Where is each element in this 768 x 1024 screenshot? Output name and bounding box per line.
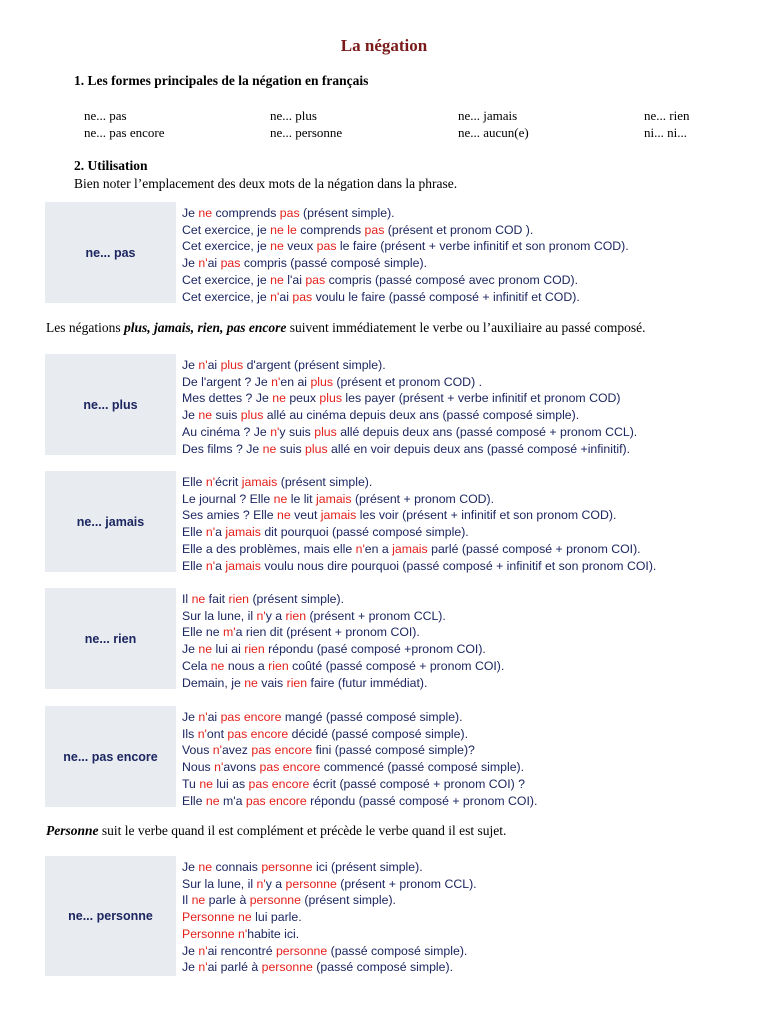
negation-word: ne bbox=[262, 441, 277, 456]
form-item: ne... personne bbox=[270, 125, 343, 140]
negation-word: personne bbox=[261, 860, 313, 874]
negation-word: pas bbox=[279, 206, 300, 220]
sentence-text: connais bbox=[212, 860, 262, 874]
sentence-text: Cet exercice, je bbox=[182, 239, 271, 254]
sentence-text: (présent simple). bbox=[300, 893, 396, 908]
negation-word: personne bbox=[285, 876, 337, 891]
section-2-heading: 2. Utilisation bbox=[74, 158, 148, 173]
sentence-text: (présent simple). bbox=[249, 592, 345, 606]
sentence-text: (présent et pronom COD) . bbox=[333, 374, 482, 389]
sentence-text: fait bbox=[205, 592, 229, 606]
example-sentence bbox=[182, 474, 656, 491]
sentence-text: (présent + pronom COD). bbox=[351, 491, 495, 506]
negation-word: ne bbox=[199, 776, 213, 791]
sentence-text: comprends bbox=[212, 206, 280, 220]
sentence-text: Des films ? Je bbox=[182, 441, 263, 456]
sentence-text: Cela bbox=[182, 658, 211, 673]
block-label: ne... rien bbox=[45, 588, 176, 689]
sentence-text: (passé composé simple). bbox=[327, 943, 468, 958]
sentence-text: Mes dettes ? Je bbox=[182, 391, 273, 406]
note-text: suit le verbe quand il est complément et précède le verbe quand il est sujet. bbox=[98, 823, 507, 838]
sentence-text: a rien dit (présent + pronom COI). bbox=[235, 625, 420, 640]
negation-word: ne bbox=[270, 239, 284, 254]
block-ne-rien bbox=[45, 588, 745, 689]
sentence-text: ai bbox=[207, 358, 221, 372]
negation-word: pas bbox=[364, 222, 385, 237]
sentence-text: Ses amies ? Elle bbox=[182, 508, 278, 523]
negation-word: ne bbox=[272, 391, 286, 406]
note-emphasis: Personne bbox=[46, 823, 99, 838]
sentence-text: Il bbox=[182, 893, 192, 908]
example-sentence bbox=[182, 407, 637, 424]
sentence-text: Elle bbox=[182, 793, 206, 808]
negation-word: ne bbox=[273, 491, 288, 506]
example-sentence bbox=[182, 892, 477, 909]
negation-word: pas bbox=[305, 272, 326, 287]
sentence-text: compris (passé composé avec pronom COD). bbox=[325, 272, 579, 287]
example-sentence bbox=[182, 507, 656, 524]
sentence-text: écrit bbox=[215, 475, 242, 489]
sentence-text: Tu bbox=[182, 776, 200, 791]
block-label: ne... pas bbox=[45, 202, 176, 303]
negation-word: jamais bbox=[316, 491, 352, 506]
negation-word: plus bbox=[220, 358, 244, 372]
negation-word: n' bbox=[205, 558, 216, 573]
sentence-text: Je bbox=[182, 358, 199, 372]
example-sentence bbox=[182, 943, 477, 960]
negation-word: n' bbox=[355, 541, 365, 556]
negation-word: plus bbox=[240, 408, 264, 423]
sentence-text: mangé (passé composé simple). bbox=[281, 710, 463, 724]
sentence-text: ai parlé à bbox=[207, 960, 262, 975]
negation-word: Personne ne bbox=[182, 910, 252, 925]
form-item: ne... pas encore bbox=[84, 125, 165, 140]
example-sentence bbox=[182, 608, 504, 625]
example-sentence bbox=[182, 205, 629, 222]
negation-word: m' bbox=[223, 625, 236, 640]
negation-word: jamais bbox=[225, 558, 261, 573]
example-sentence bbox=[182, 624, 504, 641]
negation-word: n' bbox=[198, 256, 208, 271]
sentence-text: Elle bbox=[182, 558, 206, 573]
sentence-text: Sur la lune, il bbox=[182, 608, 257, 623]
example-sentence bbox=[182, 222, 629, 239]
example-sentence bbox=[182, 709, 537, 726]
sentence-text: lui parle. bbox=[251, 910, 302, 925]
negation-word: rien bbox=[228, 592, 250, 606]
sentence-text: écrit (passé composé + pronom COI) ? bbox=[309, 776, 526, 791]
sentence-text: Cet exercice, je bbox=[182, 222, 271, 237]
sentence-text: parle à bbox=[205, 893, 250, 908]
block-label: ne... plus bbox=[45, 354, 176, 455]
example-sentence bbox=[182, 390, 637, 407]
sentence-text: parlé (passé composé + pronom COI). bbox=[427, 541, 641, 556]
negation-word: ne bbox=[277, 508, 291, 523]
sentence-text: y a bbox=[265, 876, 286, 891]
negation-word: rien bbox=[244, 642, 265, 657]
sentence-text: lui ai bbox=[212, 642, 245, 657]
sentence-text: suis bbox=[276, 441, 306, 456]
section-1-heading: 1. Les formes principales de la négation en français bbox=[74, 73, 369, 88]
sentence-text: peux bbox=[285, 391, 320, 406]
negation-word: pas encore bbox=[227, 726, 289, 741]
note-text: suivent immédiatement le verbe ou l’auxiliaire au passé composé. bbox=[286, 320, 646, 335]
block-ne-personne bbox=[45, 856, 745, 976]
sentence-text: répondu (pasé composé +pronom COI). bbox=[264, 642, 486, 657]
example-sentence bbox=[182, 675, 504, 692]
form-item: ne... plus bbox=[270, 108, 317, 123]
example-sentence bbox=[182, 591, 504, 608]
form-item: ne... jamais bbox=[458, 108, 518, 123]
negation-word: personne bbox=[261, 960, 313, 975]
negation-word: plus bbox=[319, 391, 342, 406]
negation-word: pas bbox=[292, 289, 313, 304]
sentence-text: y a bbox=[265, 608, 286, 623]
negation-word: n' bbox=[270, 289, 280, 304]
example-sentence bbox=[182, 524, 656, 541]
sentence-text: Je bbox=[182, 960, 199, 975]
block-label: ne... personne bbox=[45, 856, 176, 976]
sentence-text: fini (passé composé simple)? bbox=[312, 743, 475, 758]
sentence-text: nous a bbox=[224, 658, 269, 673]
example-sentence bbox=[182, 742, 537, 759]
negation-word: ne le bbox=[270, 222, 297, 237]
note-text: Les négations bbox=[46, 320, 124, 335]
example-sentence bbox=[182, 859, 477, 876]
negation-word: ne bbox=[198, 860, 213, 874]
form-item: ne... pas bbox=[84, 108, 127, 123]
sentence-text: Ils bbox=[182, 726, 198, 741]
sentence-text: (passé composé simple). bbox=[312, 960, 453, 975]
example-sentence bbox=[182, 238, 629, 255]
example-sentence bbox=[182, 374, 637, 391]
sentence-text: Le journal ? Elle bbox=[182, 491, 274, 506]
sentence-text: Elle a des problèmes, mais elle bbox=[182, 541, 356, 556]
sentence-text: Demain, je bbox=[182, 675, 245, 690]
example-sentence bbox=[182, 926, 477, 943]
sentence-text: (présent + pronom CCL). bbox=[306, 608, 446, 623]
negation-word: rien bbox=[285, 608, 307, 623]
example-sentence bbox=[182, 658, 504, 675]
negation-word: n' bbox=[205, 525, 216, 540]
sentence-text: Je bbox=[182, 860, 199, 874]
sentence-text: avez bbox=[221, 743, 252, 758]
sentence-text: ai rencontré bbox=[207, 943, 276, 958]
sentence-text: y suis bbox=[279, 424, 315, 439]
sentence-text: Je bbox=[182, 710, 199, 724]
sentence-text: Cet exercice, je bbox=[182, 289, 271, 304]
sentence-text: les voir (présent + infinitif et son pronom COD). bbox=[356, 508, 617, 523]
example-sentence bbox=[182, 541, 656, 558]
sentence-text: allé en voir depuis deux ans (passé composé +infinitif). bbox=[327, 441, 631, 456]
negation-word: ne bbox=[205, 793, 220, 808]
negation-word: ne bbox=[191, 592, 206, 606]
note-emphasis: plus, jamais, rien, pas encore bbox=[123, 320, 287, 335]
sentence-text: en ai bbox=[280, 374, 311, 389]
sentence-text: ai bbox=[207, 710, 221, 724]
example-lines bbox=[176, 706, 537, 807]
sentence-text: ai bbox=[279, 289, 293, 304]
sentence-text: en a bbox=[364, 541, 393, 556]
negation-word: n' bbox=[197, 726, 207, 741]
negation-word: ne bbox=[198, 642, 213, 657]
sentence-text: décidé (passé composé simple). bbox=[288, 726, 469, 741]
negation-word: personne bbox=[275, 943, 328, 958]
form-item: ni... ni... bbox=[644, 125, 687, 140]
sentence-text: a bbox=[215, 525, 226, 540]
negation-word: n' bbox=[256, 608, 266, 623]
negation-word: ne bbox=[244, 675, 258, 690]
page-title: La négation bbox=[340, 36, 428, 55]
sentence-text: allé depuis deux ans (passé composé + pronom CCL). bbox=[336, 424, 638, 439]
negation-word: ne bbox=[210, 658, 225, 673]
note-plus-jamais bbox=[46, 320, 646, 336]
example-lines bbox=[176, 471, 656, 572]
sentence-text: lui as bbox=[213, 776, 249, 791]
sentence-text: (présent simple). bbox=[299, 206, 395, 220]
sentence-text: suis bbox=[212, 408, 241, 423]
negation-word: n' bbox=[198, 358, 208, 372]
sentence-text: Sur la lune, il bbox=[182, 876, 257, 891]
negation-word: n' bbox=[256, 876, 266, 891]
negation-word: ne bbox=[270, 272, 284, 287]
sentence-text: faire (futur immédiat). bbox=[307, 675, 428, 690]
example-sentence bbox=[182, 759, 537, 776]
sentence-text: Je bbox=[182, 408, 199, 423]
example-sentence bbox=[182, 776, 537, 793]
negation-word: plus bbox=[310, 374, 334, 389]
section-2-intro: Bien noter l’emplacement des deux mots de la négation dans la phrase. bbox=[74, 176, 458, 191]
example-sentence bbox=[182, 491, 656, 508]
example-lines bbox=[176, 856, 477, 976]
sentence-text: coûté (passé composé + pronom COI). bbox=[288, 658, 505, 673]
example-sentence bbox=[182, 959, 477, 976]
note-personne bbox=[46, 823, 506, 839]
negation-word: jamais bbox=[392, 541, 428, 556]
sentence-text: l'ai bbox=[283, 272, 306, 287]
sentence-text: répondu (passé composé + pronom COI). bbox=[306, 793, 538, 808]
block-label: ne... jamais bbox=[45, 471, 176, 572]
example-sentence bbox=[182, 558, 656, 575]
sentence-text: Cet exercice, je bbox=[182, 272, 271, 287]
sentence-text: m'a bbox=[219, 793, 246, 808]
block-ne-pas bbox=[45, 202, 745, 303]
sentence-text: Je bbox=[182, 256, 199, 271]
sentence-text: voulu nous dire pourquoi (passé composé + infinitif et son pronom COI). bbox=[260, 558, 657, 573]
negation-word: n' bbox=[205, 475, 216, 489]
block-label: ne... pas encore bbox=[45, 706, 176, 807]
sentence-text: (présent simple). bbox=[277, 475, 373, 489]
block-ne-plus bbox=[45, 354, 745, 455]
negation-word: pas bbox=[316, 239, 337, 254]
sentence-text: dit pourquoi (passé composé simple). bbox=[260, 525, 469, 540]
sentence-text: comprends bbox=[296, 222, 365, 237]
negation-word: n' bbox=[198, 943, 208, 958]
sentence-text: Elle ne bbox=[182, 625, 224, 640]
sentence-text: De l'argent ? Je bbox=[182, 374, 272, 389]
negation-word: jamais bbox=[241, 475, 278, 489]
sentence-text: (présent + pronom CCL). bbox=[336, 876, 477, 891]
sentence-text: le faire (présent + verbe infinitif et son pronom COD). bbox=[336, 239, 629, 254]
negation-word: jamais bbox=[225, 525, 261, 540]
block-ne-jamais bbox=[45, 471, 745, 572]
negation-word: n' bbox=[212, 743, 222, 758]
negation-word: ne bbox=[198, 408, 213, 423]
block-ne-pas-encore bbox=[45, 706, 745, 807]
negation-word: plus bbox=[314, 424, 337, 439]
sentence-text: ont bbox=[206, 726, 228, 741]
sentence-text: Au cinéma ? Je bbox=[182, 424, 271, 439]
example-sentence bbox=[182, 357, 637, 374]
example-sentence bbox=[182, 793, 537, 810]
negation-word: ne bbox=[191, 893, 206, 908]
negation-word: pas encore bbox=[220, 710, 282, 724]
negation-word: ne bbox=[198, 206, 213, 220]
sentence-text: le lit bbox=[287, 491, 316, 506]
example-sentence bbox=[182, 726, 537, 743]
negation-word: pas encore bbox=[245, 793, 307, 808]
sentence-text: Je bbox=[182, 943, 199, 958]
example-lines bbox=[176, 354, 637, 455]
example-sentence bbox=[182, 424, 637, 441]
example-sentence bbox=[182, 272, 629, 289]
sentence-text: Vous bbox=[182, 743, 213, 758]
sentence-text: voulu le faire (passé composé + infinitif et COD). bbox=[312, 289, 580, 304]
negation-word: n' bbox=[271, 374, 281, 389]
example-lines bbox=[176, 202, 629, 303]
sentence-text: Elle bbox=[182, 475, 206, 489]
negation-word: personne bbox=[249, 893, 301, 908]
negation-word: jamais bbox=[320, 508, 357, 523]
sentence-text: commencé (passé composé simple). bbox=[320, 760, 525, 775]
sentence-text: ici (présent simple). bbox=[312, 860, 423, 874]
example-sentence bbox=[182, 641, 504, 658]
sentence-text: Il bbox=[182, 592, 192, 606]
negation-word: rien bbox=[268, 658, 289, 673]
negation-word: pas bbox=[220, 256, 241, 271]
sentence-text: veux bbox=[283, 239, 317, 254]
sentence-text: Je bbox=[182, 642, 199, 657]
negation-word: Personne n' bbox=[182, 926, 248, 941]
negation-word: pas encore bbox=[259, 760, 321, 775]
sentence-text: ai bbox=[207, 256, 221, 271]
negation-word: pas encore bbox=[251, 743, 313, 758]
example-sentence bbox=[182, 876, 477, 893]
negation-word: rien bbox=[286, 675, 308, 690]
example-sentence bbox=[182, 909, 477, 926]
negation-word: pas encore bbox=[248, 776, 310, 791]
negation-word: plus bbox=[305, 441, 328, 456]
sentence-text: d'argent (présent simple). bbox=[243, 358, 386, 372]
sentence-text: veut bbox=[290, 508, 321, 523]
example-sentence bbox=[182, 289, 629, 306]
sentence-text: a bbox=[215, 558, 226, 573]
negation-word: n' bbox=[270, 424, 280, 439]
example-sentence bbox=[182, 441, 637, 458]
sentence-text: allé au cinéma depuis deux ans (passé composé simple). bbox=[263, 408, 580, 423]
negation-word: n' bbox=[214, 760, 224, 775]
form-item: ne... rien bbox=[644, 108, 690, 123]
sentence-text: Nous bbox=[182, 760, 215, 775]
sentence-text: vais bbox=[257, 675, 287, 690]
form-item: ne... aucun(e) bbox=[458, 125, 529, 140]
sentence-text: Elle bbox=[182, 525, 206, 540]
sentence-text: compris (passé composé simple). bbox=[240, 256, 427, 271]
example-sentence bbox=[182, 255, 629, 272]
negation-word: n' bbox=[198, 960, 208, 975]
negation-word: n' bbox=[198, 710, 208, 724]
sentence-text: habite ici. bbox=[247, 926, 300, 941]
sentence-text: les payer (présent + verbe infinitif et pronom COD) bbox=[341, 391, 621, 406]
sentence-text: avons bbox=[223, 760, 260, 775]
sentence-text: Je bbox=[182, 206, 199, 220]
example-lines bbox=[176, 588, 504, 689]
sentence-text: (présent et pronom COD ). bbox=[384, 222, 534, 237]
